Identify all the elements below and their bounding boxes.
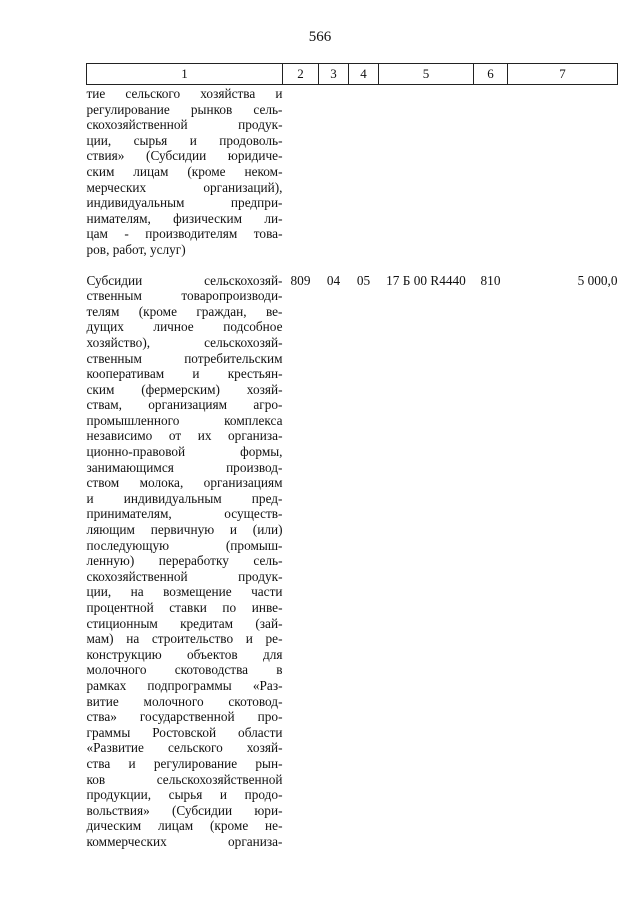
description-line: дическим лицам (кроме не- (86, 818, 283, 834)
description-line: телям (кроме граждан, ве- (86, 303, 283, 319)
description-line: конструкцию объектов для (86, 646, 283, 662)
target-cell: 17 Б 00 R4440 (386, 272, 466, 288)
description-line: витие молочного скотовод- (86, 693, 283, 709)
description-line: коммерческих организа- (86, 833, 283, 849)
description-line: занимающимся производ- (86, 459, 283, 475)
description-line: ров, работ, услуг) (86, 241, 186, 257)
description-line: индивидуальным предпри- (86, 195, 283, 211)
header-col-7: 7 (508, 64, 618, 85)
description-line: ственным товаропроизводи- (86, 288, 283, 304)
description-line: кооперативам и крестьян- (86, 366, 283, 382)
section-cell (319, 85, 349, 258)
description-line: промышленного комплекса (86, 412, 283, 428)
description-line: ствия» (Субсидии юридиче- (86, 148, 283, 164)
description-line: продукции, сырья и продо- (86, 787, 283, 803)
description-line: хозяйство), сельскохозяй- (86, 334, 283, 350)
subsection-cell (349, 85, 379, 258)
description-line: скохозяйственной продук- (86, 117, 283, 133)
header-col-3: 3 (319, 64, 349, 85)
description-line: вольствия» (Субсидии юри- (86, 802, 283, 818)
description-line: ляющим первичную и (или) (86, 522, 283, 538)
description-cell (87, 85, 283, 258)
description-line: процентной ставки по инве- (86, 600, 283, 615)
description-line: ции, сырья и продоволь- (86, 132, 283, 148)
description-line: регулирование рынков сель- (86, 101, 283, 117)
description-line: граммы Ростовской области (86, 724, 283, 740)
description-line: мам) на строительство и ре- (86, 631, 283, 647)
description-line: независимо от их организа- (86, 428, 283, 444)
description-line: Субсидии сельскохозяй- (86, 272, 283, 288)
header-col-5: 5 (379, 64, 474, 85)
description-line: ства и регулирование рын- (86, 755, 283, 771)
description-line: дущих личное подсобное (86, 319, 283, 335)
description-line: цам - производителям това- (86, 226, 283, 242)
description-line: последующую (промыш- (86, 537, 283, 553)
table-row (87, 85, 618, 258)
description-line: ционно-правовой формы, (86, 444, 283, 460)
amount-cell (508, 85, 618, 258)
description-line: принимателям, осуществ- (86, 506, 283, 522)
description-line: ков сельскохозяйственной (86, 771, 283, 787)
description-line: ством молока, организациям (86, 475, 283, 491)
description-line: ства» государственной про- (86, 709, 283, 725)
description-line: стиционным кредитам (зай- (86, 615, 283, 631)
table-header-row (87, 64, 618, 85)
description-line: тие сельского хозяйства и (86, 86, 283, 101)
description-line: ленную) переработку сель- (86, 553, 283, 569)
description-line: ским (фермерским) хозяй- (86, 381, 283, 397)
budget-table (86, 63, 618, 850)
ministry-cell (283, 85, 319, 258)
description-line: ции, на возмещение части (86, 584, 283, 600)
description-line: мерческих организаций), (86, 179, 283, 195)
description-line: нимателям, физическим ли- (86, 210, 283, 226)
description-line: «Развитие сельского хозяй- (86, 740, 283, 756)
amount-cell: 5 000,0 (577, 272, 618, 288)
table-row (87, 258, 618, 850)
header-col-2: 2 (283, 64, 319, 85)
description-line: скохозяйственной продук- (86, 568, 283, 584)
description-line: и индивидуальным пред- (86, 490, 283, 506)
expense-type-cell (474, 85, 508, 258)
description-line: ственным потребительским (86, 350, 283, 366)
subsection-cell: 05 (356, 272, 371, 288)
section-cell: 04 (326, 272, 341, 288)
header-col-4: 4 (349, 64, 379, 85)
page-number: 566 (308, 29, 332, 45)
header-col-1: 1 (87, 64, 283, 85)
description-line: молочного скотоводства в (86, 662, 283, 678)
description-line: рамках подпрограммы «Раз- (86, 677, 283, 693)
header-col-6: 6 (474, 64, 508, 85)
description-cell (87, 258, 283, 850)
description-line: ским лицам (кроме неком- (86, 163, 283, 179)
ministry-cell: 809 (290, 272, 311, 288)
description-line: ствам, организациям агро- (86, 397, 283, 413)
target-cell (379, 85, 474, 258)
expense-type-cell: 810 (480, 272, 501, 288)
